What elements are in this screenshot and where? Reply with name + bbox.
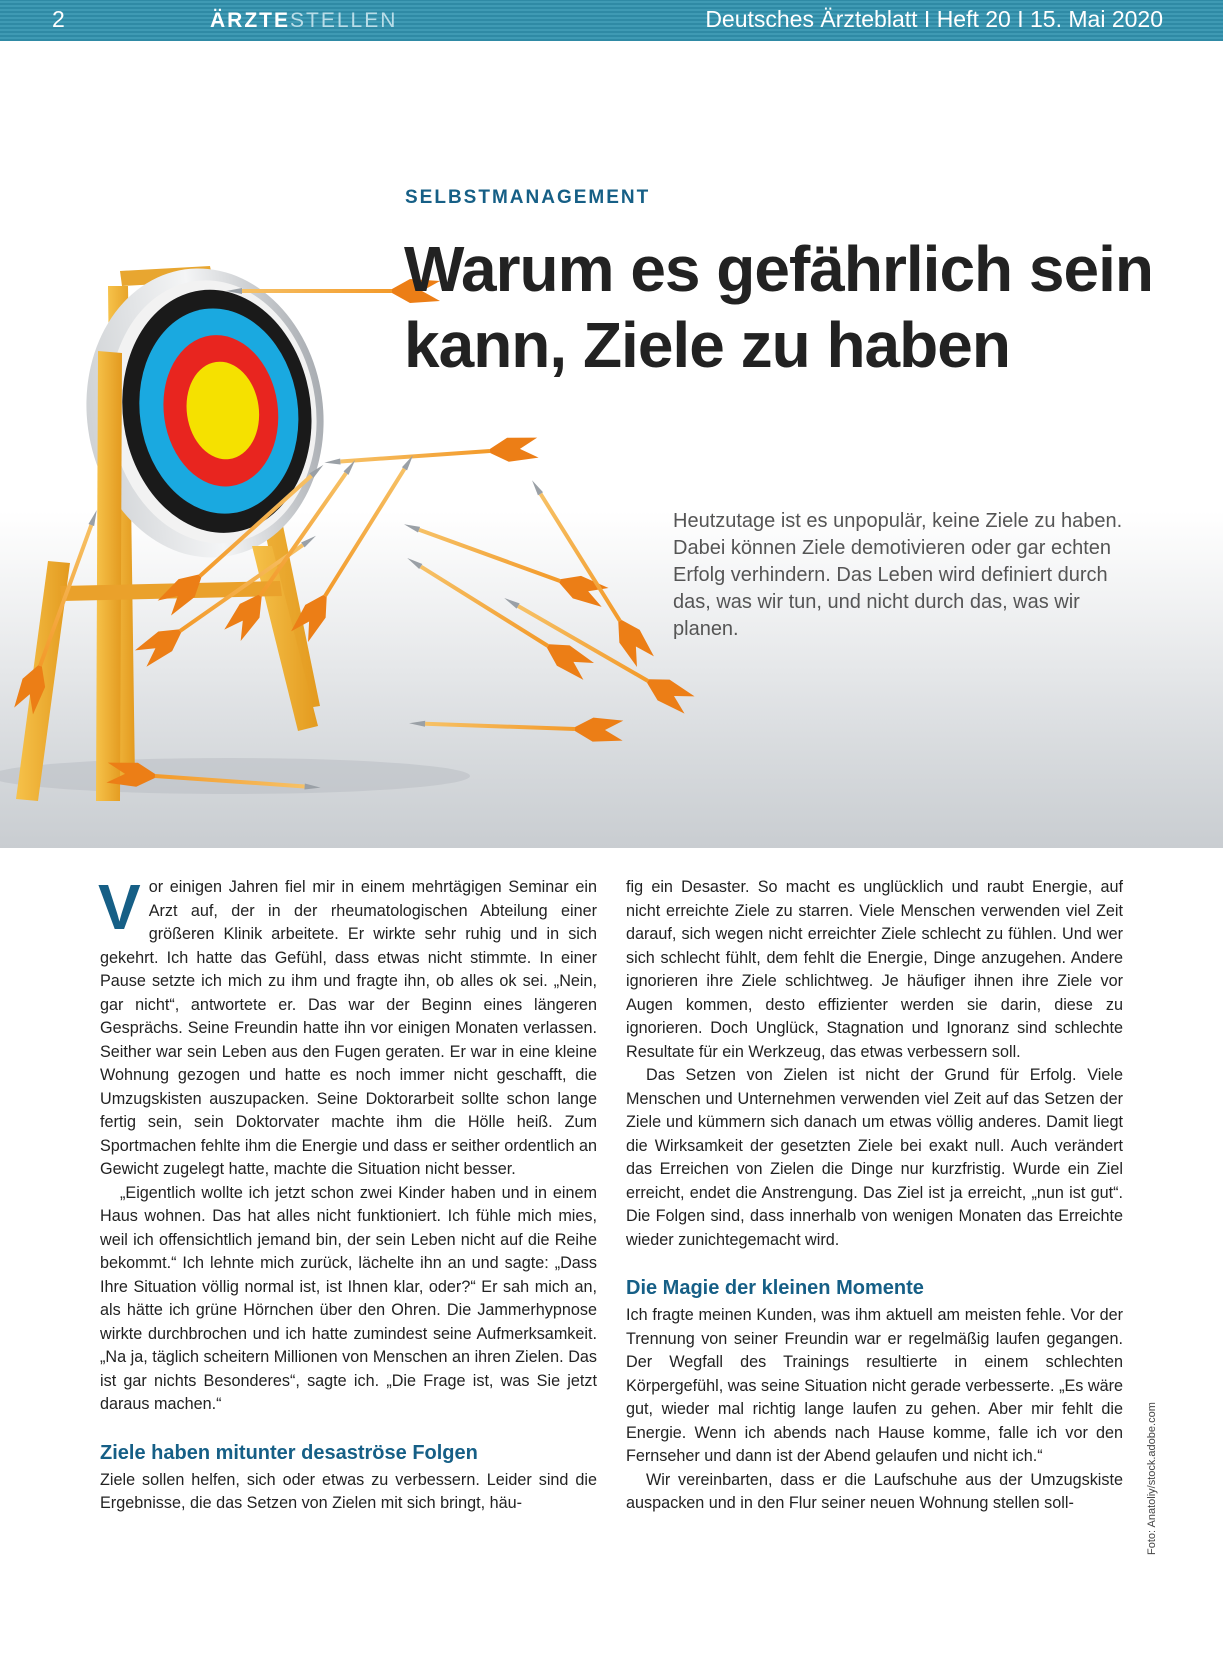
photo-credit-text: Foto: Anatoliy/stock.adobe.com bbox=[1146, 1402, 1158, 1555]
paragraph-text: or einigen Jahren fiel mir in einem mehrtägigen Seminar ein Arzt auf, der in der rheumatologischen Abteilung einer größeren Klinik arbeitete. Er wirkte sehr ruhig und in sich gekehrt. Ich hatte das Gefühl, dass etwas nicht stimmte. In einer Pause setzte ich mich zu ihm und fragte ihn, ob alles ok sei. „Nein, gar nicht“, antwortete er. Das war der Beginn eines längeren Gesprächs. Seine Freundin hatte ihn vor einigen Monaten verlassen. Seither war sein Leben aus den Fugen geraten. Er war in eine kleine Wohnung gezogen und hatte es noch immer nicht geschafft, die Umzugskisten auszupacken. Seine Doktorarbeit sollte schon lange fertig sein, sein Doktorvater machte ihm die Hölle heiß. Zum Sportmachen fehlte ihm die Energie und dass er seither ordentlich an Gewicht zugelegt hatte, machte die Situation nicht besser. bbox=[100, 878, 597, 1178]
page-number: 2 bbox=[52, 6, 65, 32]
brand-logo bbox=[210, 9, 397, 33]
headline-line-2: kann, Ziele zu haben bbox=[404, 309, 1010, 381]
article-kicker: SELBSTMANAGEMENT bbox=[405, 187, 651, 208]
article-column-left bbox=[98, 871, 597, 1516]
hero-section bbox=[0, 41, 1223, 848]
issue-info: Deutsches Ärzteblatt I Heft 20 I 15. Mai 2020 bbox=[705, 6, 1163, 32]
paragraph: Das Setzen von Zielen ist nicht der Grund für Erfolg. Viele Menschen und Unternehmen verwenden viel Zeit auf das Setzen der Ziele und kümmern sich danach um etwas völlig anderes. Damit liegt die Wirksamkeit der gesetzten Ziele bei exakt null. Auch verändert das Erreichen von Zielen die Dinge nur kurzfristig. Wurde ein Ziel erreicht, endet die Anstrengung. Das Ziel ist ja erreicht, „nun ist gut“. Die Folgen sind, dass innerhalb von wenigen Monaten das Erreichte wieder zunichtegemacht wird. bbox=[626, 1066, 1123, 1249]
brand-part-1: ÄRZTE bbox=[210, 9, 290, 32]
section-heading: Die Magie der kleinen Momente bbox=[626, 1277, 924, 1299]
paragraph: Ich fragte meinen Kunden, was ihm aktuell am meisten fehle. Vor der Trennung von seiner Freundin war er regelmäßig laufen gegangen. Der Wegfall des Trainings resultierte in einem schlechten Körpergefühl, was seine Situation nicht gerade verbesserte. „Es wäre gut, wieder mal richtig lange laufen zu gehen. Aber mir fehlt die Energie. Wenn ich abends nach Hause komme, falle ich vor den Fernseher und dann ist der Abend gelaufen und nicht ich.“ bbox=[626, 1306, 1123, 1465]
paragraph: Wir vereinbarten, dass er die Laufschuhe aus der Umzugskiste auspacken und in den Flur seiner neuen Wohnung stellen soll- bbox=[626, 1470, 1123, 1512]
archery-target-icon bbox=[0, 41, 1223, 848]
paragraph: „Eigentlich wollte ich jetzt schon zwei Kinder haben und in einem Haus wohnen. Das hat alles nicht funktioniert. Ich fühle mich mies, weil ich offensichtlich jemand bin, der sein Leben nicht auf die Reihe bekommt.“ Ich lehnte mich zurück, lächelte ihn an und sagte: „Dass Ihre Situation völlig normal ist, ist Ihnen klar, oder?“ Er sah mich an, als hätte ich grüne Hörnchen über den Ohren. Die Jammerhypnose wirkte durchbrochen und ich hatte zumindest seine Aufmerksamkeit. „Na ja, täglich scheitern Millionen von Menschen an ihren Zielen. Das ist gar nichts Besonderes“, sagte ich. „Die Frage ist, was Sie jetzt daraus machen.“ bbox=[100, 1183, 597, 1413]
paragraph: fig ein Desaster. So macht es unglücklich und raubt Energie, auf nicht erreichte Ziele zu starren. Viele Menschen verwenden viel Zeit darauf, sich wegen nicht erreichter Ziele schlecht zu fühlen. Und wer sich schlecht fühlt, dem fehlt die Energie, Dinge anzugehen. Andere ignorieren ihre Ziele schlichtweg. Je häufiger ihnen ihre Ziele vor Augen kommen, desto effizienter werden sie darin, diese zu ignorieren. Doch Unglück, Stagnation und Ignoranz sind schlechte Resultate für ein Werkzeug, das etwas verbessern soll. bbox=[626, 878, 1123, 1061]
photo-credit bbox=[1146, 1380, 1160, 1555]
paragraph bbox=[98, 871, 597, 1182]
headline-line-1: Warum es gefährlich sein bbox=[404, 233, 1153, 305]
article-lead: Heutzutage ist es unpopulär, keine Ziele zu haben. Dabei können Ziele demotivieren oder gar echten Erfolg verhindern. Das Leben wird definiert durch das, was wir tun, und nicht durch das, was wir planen. bbox=[673, 510, 1123, 640]
header-band bbox=[0, 0, 1223, 41]
article-headline bbox=[404, 231, 1164, 383]
drop-cap: V bbox=[98, 871, 141, 943]
section-heading: Ziele haben mitunter desaströse Folgen bbox=[100, 1441, 478, 1464]
article-column-right bbox=[626, 876, 1123, 1516]
brand-part-2: STELLEN bbox=[290, 9, 398, 32]
paragraph: Ziele sollen helfen, sich oder etwas zu verbessern. Leider sind die Ergebnisse, die das Setzen von Zielen mit sich bringt, häu- bbox=[100, 1470, 597, 1512]
